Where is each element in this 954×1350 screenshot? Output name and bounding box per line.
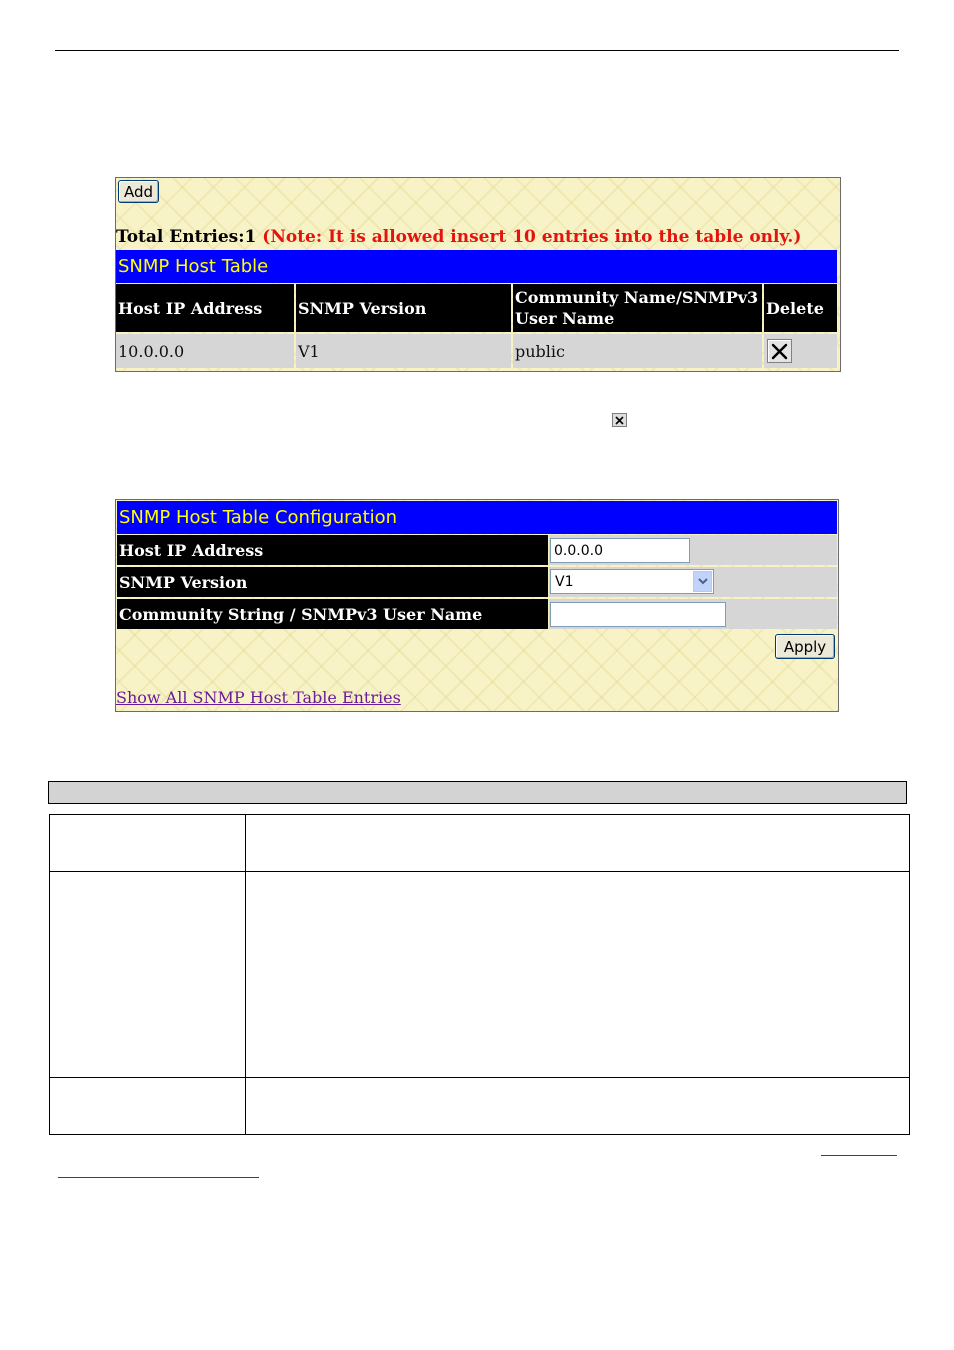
reference-link-underline[interactable]	[58, 1177, 259, 1178]
delete-button[interactable]	[767, 339, 792, 363]
community-string-input[interactable]	[550, 602, 726, 627]
total-entries-line	[116, 227, 801, 247]
parameter-name-cell	[50, 872, 246, 1077]
config-title: SNMP Host Table Configuration	[117, 501, 837, 534]
column-header-delete: Delete	[764, 284, 837, 332]
column-header-community-line2: User Name	[515, 309, 615, 328]
reference-link-underline[interactable]	[821, 1155, 897, 1156]
snmp-version-cell	[549, 567, 837, 597]
x-icon	[771, 343, 788, 360]
page-top-rule	[55, 50, 899, 51]
parameter-name-cell	[50, 1078, 246, 1134]
community-string-label: Community String / SNMPv3 User Name	[117, 599, 548, 629]
column-header-community	[513, 284, 762, 332]
parameter-row	[50, 815, 909, 872]
x-icon	[615, 416, 624, 425]
column-header-host-ip: Host IP Address	[116, 284, 294, 332]
host-ip-label: Host IP Address	[117, 535, 548, 565]
inline-delete-icon	[612, 413, 627, 427]
parameter-name-cell	[50, 815, 246, 871]
row-snmp-version: V1	[296, 334, 511, 368]
snmp-version-select[interactable]	[550, 569, 714, 594]
parameter-table	[49, 814, 910, 1135]
host-table-title: SNMP Host Table	[116, 250, 837, 283]
host-ip-input[interactable]	[550, 538, 690, 563]
parameter-row	[50, 1078, 909, 1134]
chevron-down-glyph	[698, 578, 708, 585]
add-button[interactable]: Add	[118, 180, 159, 203]
row-delete-cell	[764, 334, 837, 368]
snmp-version-label: SNMP Version	[117, 567, 548, 597]
show-all-entries-link[interactable]: Show All SNMP Host Table Entries	[116, 688, 401, 707]
column-header-snmp-version: SNMP Version	[296, 284, 511, 332]
snmp-version-selected: V1	[555, 573, 574, 590]
community-string-cell	[549, 599, 837, 629]
parameter-table-header	[48, 781, 907, 804]
row-host-ip: 10.0.0.0	[116, 334, 294, 368]
entries-limit-note: (Note: It is allowed insert 10 entries into the table only.)	[262, 227, 802, 247]
total-entries-text: Total Entries:1	[116, 227, 257, 247]
apply-button[interactable]: Apply	[775, 634, 835, 659]
host-ip-cell	[549, 535, 837, 565]
snmp-host-table-panel	[115, 177, 841, 372]
parameter-row	[50, 872, 909, 1078]
snmp-host-config-panel	[115, 499, 839, 712]
row-community: public	[513, 334, 762, 368]
chevron-down-icon[interactable]	[693, 571, 712, 592]
column-header-community-line1: Community Name/SNMPv3	[515, 288, 759, 307]
